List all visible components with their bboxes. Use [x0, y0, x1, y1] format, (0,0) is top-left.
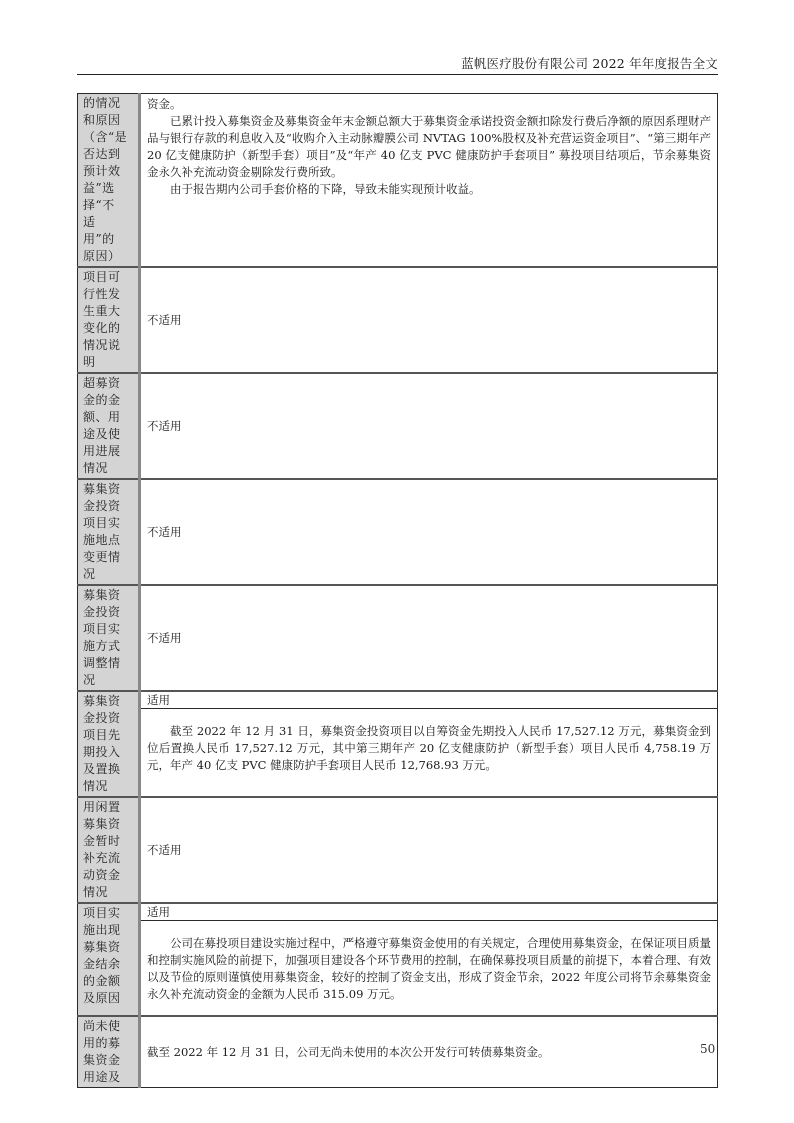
table-row: [78, 797, 718, 903]
row-label: 项目可行性发生重大变化的情况说明: [78, 267, 140, 373]
applicability-status: 适用: [141, 692, 717, 709]
table-row: [78, 267, 718, 373]
not-applicable-text: 不适用: [147, 842, 182, 857]
row-label: 募集资金投资项目实施地点变更情况: [78, 479, 140, 585]
row-label: 募集资金投资项目先期投入及置换情况: [78, 691, 140, 797]
page-header: [77, 56, 718, 75]
not-applicable-text: 不适用: [147, 524, 182, 539]
paragraph: 公司在募投项目建设实施过程中，严格遵守募集资金使用的有关规定，合理使用募集资金，在保证项目质量和控制实施风险的前提下，加强项目建设各个环节费用的控制，在确保募投项目质量的前提下，本着合理、有效以及节俭的原则谨慎使用募集资金，较好的控制了资金支出，形成了资金节余，2022 年度公司将节余募集资金永久补充流动资金的金额为人民币 315.09 万元。: [147, 936, 711, 1001]
row-label: 尚未使用的募集资金用途及: [78, 1016, 140, 1088]
row-content: [140, 691, 718, 797]
row-content: [140, 94, 718, 268]
fund-usage-table: [77, 93, 718, 1088]
paragraph: 资金。: [147, 97, 182, 111]
applicability-status: 适用: [141, 904, 717, 921]
row-label: 用闲置募集资金暂时补充流动资金情况: [78, 797, 140, 903]
table-row: [78, 373, 718, 479]
report-title: 蓝帆医疗股份有限公司 2022 年年度报告全文: [461, 56, 718, 71]
row-label: 的情况和原因（含“是否达到预计效益”选择“不适用”的原因）: [78, 94, 140, 268]
not-applicable-text: 不适用: [147, 630, 182, 645]
row-content: [140, 1016, 718, 1088]
not-applicable-text: 不适用: [147, 312, 182, 327]
paragraph: 由于报告期内公司手套价格的下降，导致未能实现预计收益。: [170, 182, 481, 196]
row-label: 超募资金的金额、用途及使用进展情况: [78, 373, 140, 479]
table-row: [78, 585, 718, 691]
row-content: [140, 267, 718, 373]
row-content: [140, 373, 718, 479]
table-row: [78, 903, 718, 1016]
unused-funds-text: 截至 2022 年 12 月 31 日，公司无尚未使用的本次公开发行可转债募集资金。: [147, 1044, 550, 1059]
row-label: 项目实施出现募集资金结余的金额及原因: [78, 903, 140, 1016]
table-row: [78, 1016, 718, 1088]
row-label: 募集资金投资项目实施方式调整情况: [78, 585, 140, 691]
page-number: 50: [700, 1042, 716, 1056]
row-content: [140, 585, 718, 691]
paragraph: 已累计投入募集资金及募集资金年末金额总额大于募集资金承诺投资金额扣除发行费后净额的原因系理财产品与银行存款的利息收入及“收购介入主动脉瓣膜公司 NVTAG 100%股权及补充营运资金项目”、“第三期年产 20 亿支健康防护（新型手套）项目”及“年产 40 亿支 PVC 健康防护手套项目” 募投项目结项后，节余募集资金永久补充流动资金剔除发行费所致。: [147, 114, 711, 179]
paragraph: 截至 2022 年 12 月 31 日，募集资金投资项目以自筹资金先期投入人民币 17,527.12 万元，募集资金到位后置换人民币 17,527.12 万元，其中第三期年产 20 亿支健康防护（新型手套）项目人民币 4,758.19 万元，年产 40 亿支 PVC 健康防护手套项目人民币 12,768.93 万元。: [147, 724, 711, 772]
row-content: [140, 797, 718, 903]
table-row: [78, 691, 718, 797]
row-content: [140, 479, 718, 585]
table-row: [78, 94, 718, 268]
not-applicable-text: 不适用: [147, 418, 182, 433]
table-row: [78, 479, 718, 585]
row-content: [140, 903, 718, 1016]
